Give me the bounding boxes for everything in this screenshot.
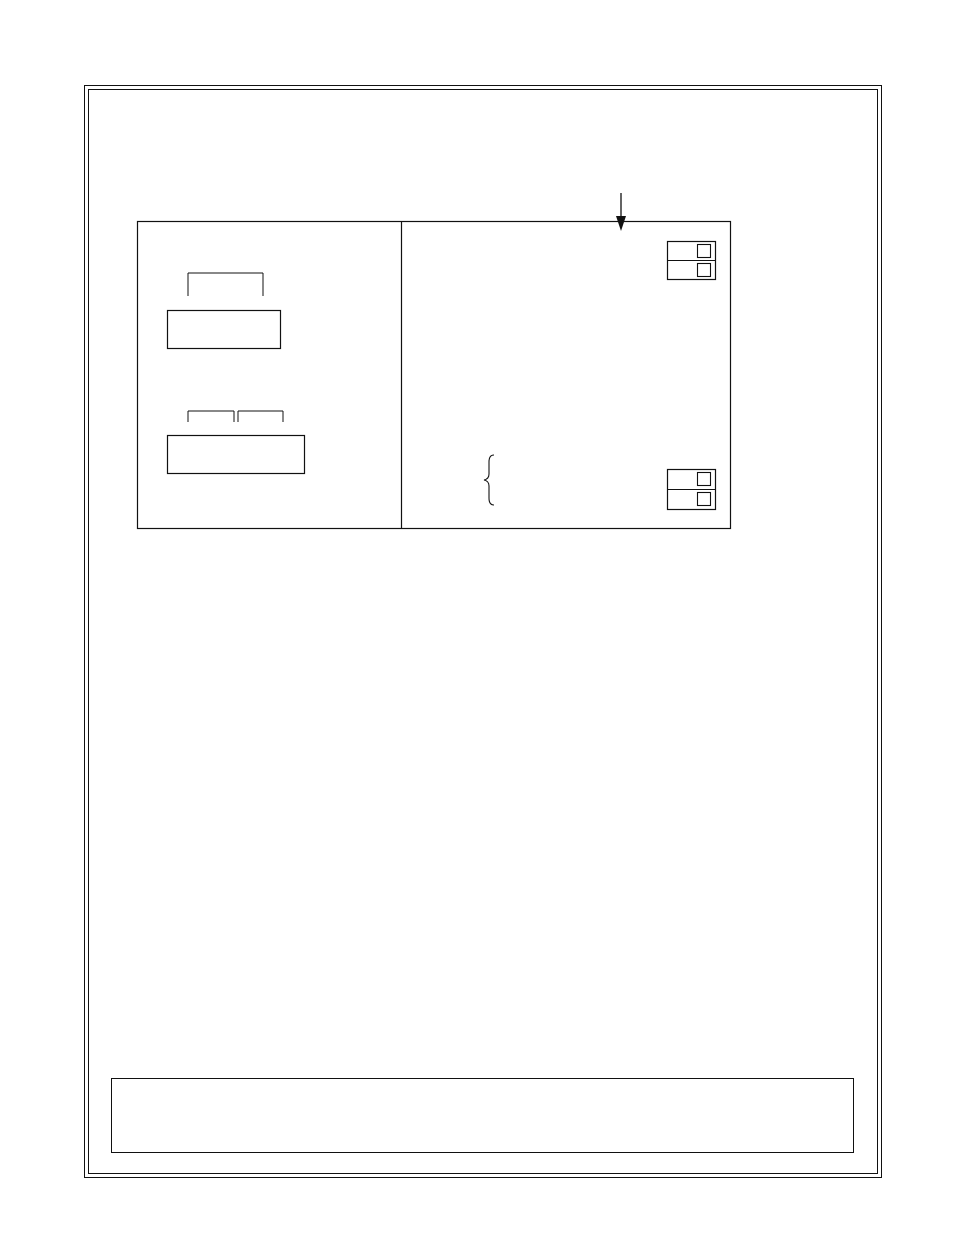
external-reset-block — [668, 242, 716, 280]
sensor-brace — [484, 455, 494, 505]
power-terminal-block — [168, 273, 281, 349]
pointer-arrow-head — [616, 216, 626, 231]
page-footer — [0, 1186, 954, 1202]
wiring-diagram — [0, 0, 954, 560]
dc-terminal-block — [168, 411, 305, 474]
dc-input-block — [668, 470, 716, 510]
address-box — [111, 1078, 854, 1153]
diagram-outline — [138, 222, 731, 529]
